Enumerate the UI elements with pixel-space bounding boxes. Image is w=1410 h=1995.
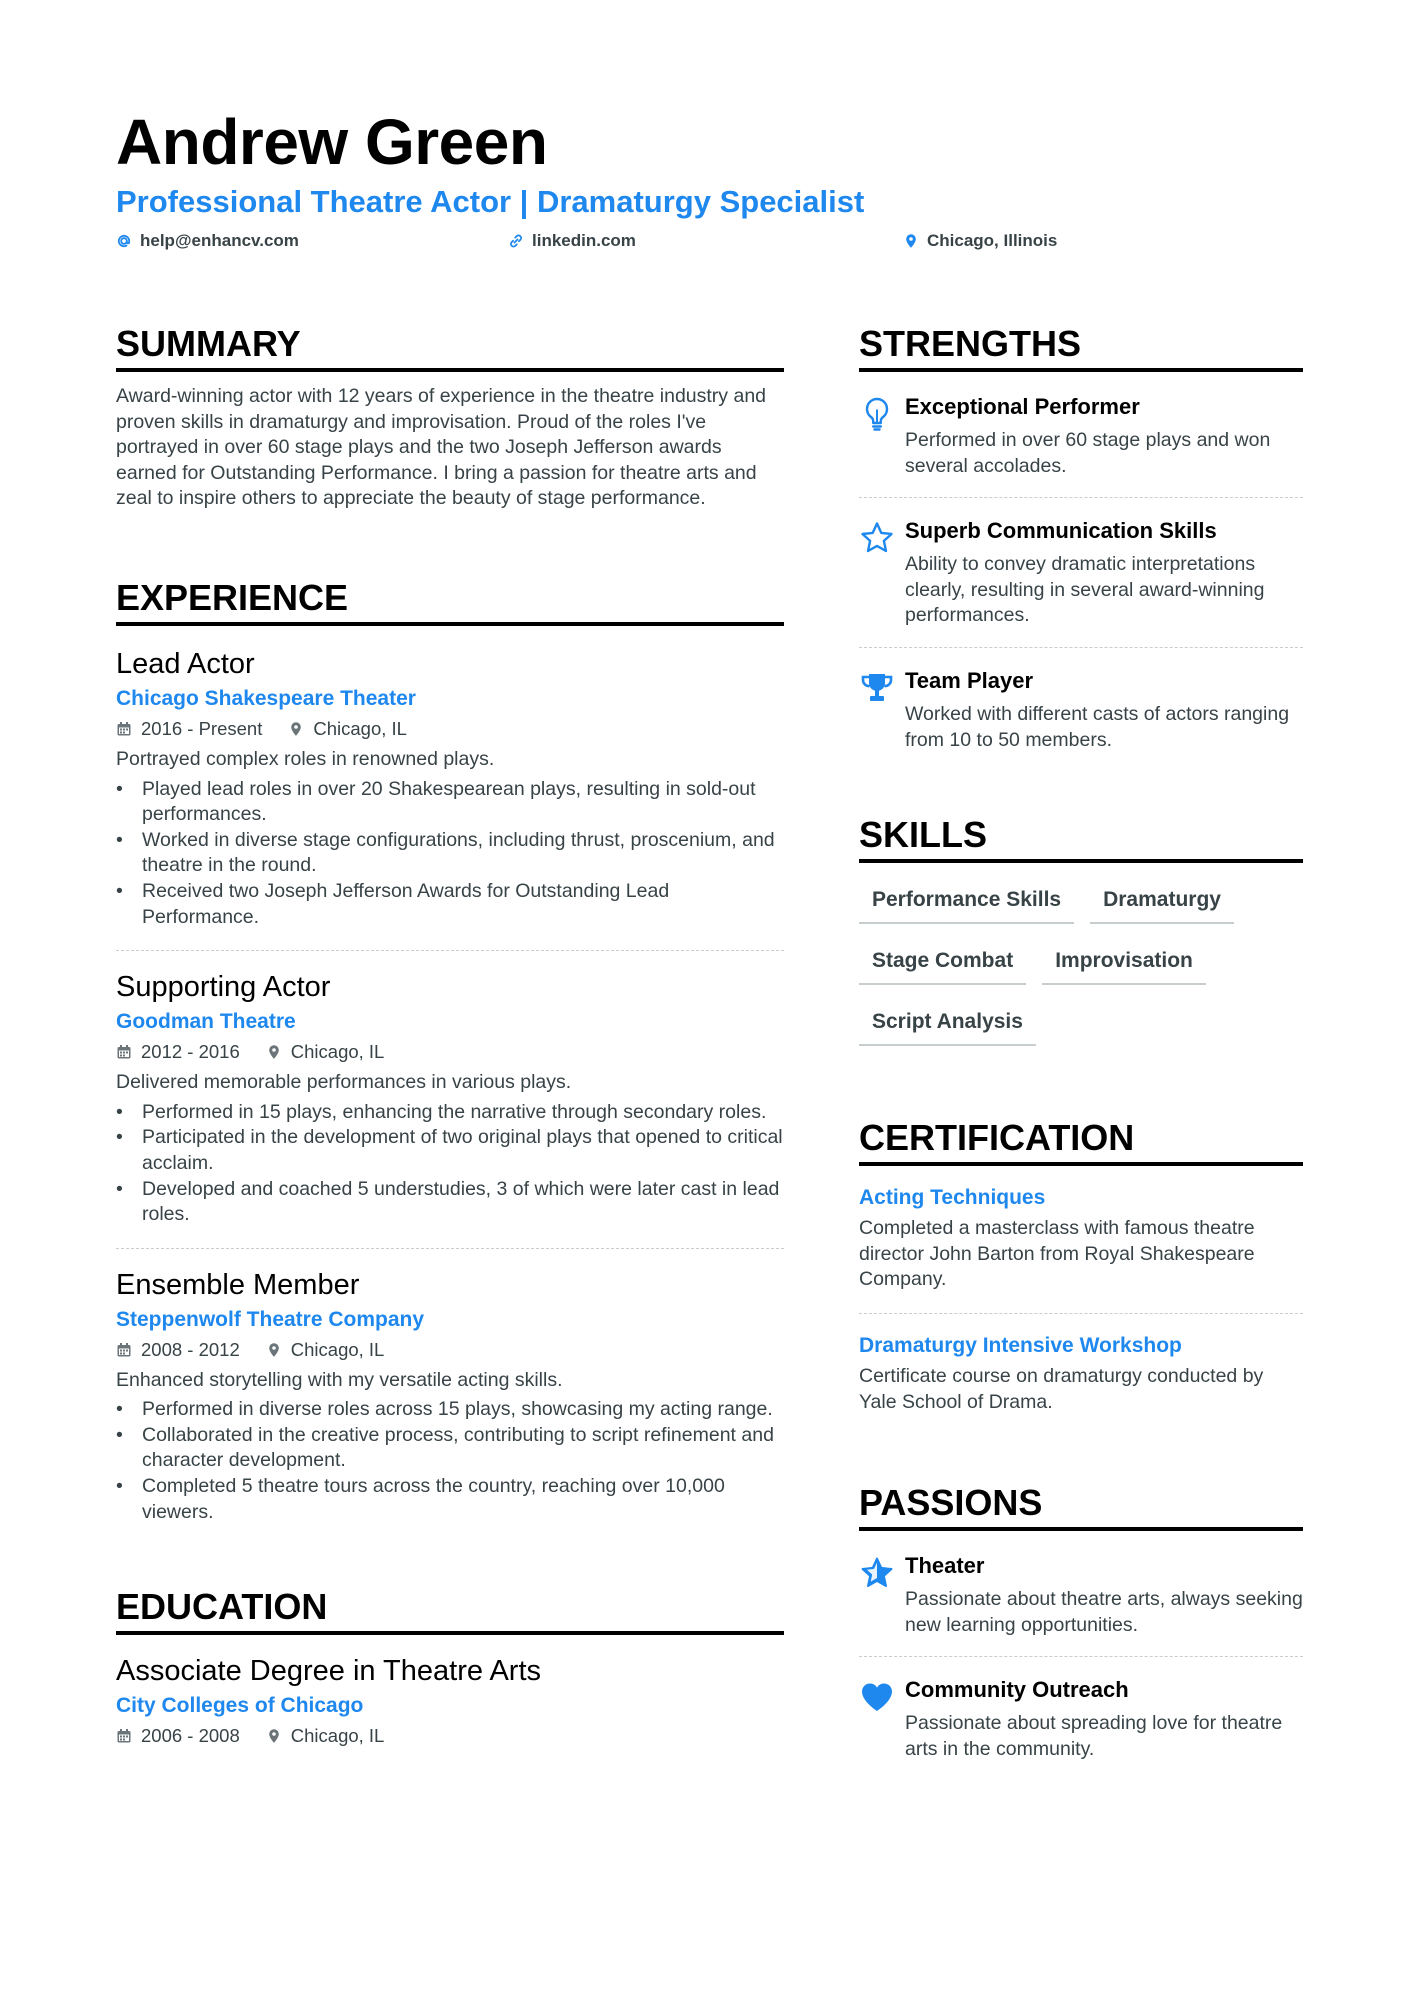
job-location [266,1040,385,1064]
job-meta [116,1040,784,1064]
map-pin-icon [266,1728,282,1744]
strength-title: Team Player [905,667,1034,693]
passions-heading: PASSIONS [859,1481,1303,1531]
strength-title: Superb Communication Skills [905,518,1217,544]
linkedin-text: linkedin.com [532,231,636,250]
bullet-item: • Participated in the development of two original plays that opened to critical acclaim. [116,1125,784,1176]
summary-heading: SUMMARY [116,322,784,372]
contact-location [903,230,1057,252]
bullet-item: • Received two Joseph Jefferson Awards for Outstanding Lead Performance. [116,879,784,930]
passion-title: Theater [905,1553,985,1579]
passion-text: Passionate about spreading love for theatre arts in the community. [905,1712,1283,1760]
summary-section [116,322,784,512]
company-name: Steppenwolf Theatre Company [116,1307,425,1331]
experience-heading: EXPERIENCE [116,576,784,626]
candidate-title: Professional Theatre Actor | Dramaturgy Specialist [116,184,865,219]
experience-item [116,951,784,1228]
at-icon [116,233,132,249]
education-section [116,1585,784,1748]
right-column [859,322,1303,1763]
dates-text: 2012 - 2016 [141,1041,240,1063]
strengths-section [859,322,1303,753]
location-text: Chicago, IL [290,1725,385,1747]
job-bullets [116,1100,784,1228]
star-filled-icon [859,1555,895,1591]
left-column [116,322,784,1748]
map-pin-icon [903,233,919,249]
bullet-item: • Completed 5 theatre tours across the country, reaching over 10,000 viewers. [116,1474,784,1525]
link-icon [508,233,524,249]
education-location [266,1724,385,1748]
job-dates [116,717,262,741]
school-name: City Colleges of Chicago [116,1694,364,1718]
certification-text: Certificate course on dramaturgy conducted by Yale School of Drama. [859,1364,1264,1413]
skill-tag: Stage Combat [859,940,1026,985]
passion-text: Passionate about theatre arts, always seeking new learning opportunities. [905,1588,1303,1636]
skills-section [859,813,1303,1062]
skill-tag: Improvisation [1042,940,1206,985]
location-text: Chicago, IL [290,1338,385,1360]
summary-text: Award-winning actor with 12 years of experience in the theatre industry and proven skills in dramaturgy and improvisation. Proud of the roles I've portrayed in over 60 stage plays and the two Joseph Jefferson awards earned for Outstanding Performance. I bring a passion for theatre arts and zeal to inspire others to appreciate the beauty of stage performance. [116,385,767,510]
job-description: Enhanced storytelling with my versatile acting skills. [116,1368,563,1391]
location-text: Chicago, IL [313,717,407,739]
map-pin-icon [266,1044,282,1060]
calendar-icon [116,721,132,737]
strength-item [859,648,1303,753]
calendar-icon [116,1728,132,1744]
skill-tag: Dramaturgy [1090,879,1234,924]
location-text: Chicago, IL [290,1041,385,1063]
job-bullets [116,777,784,931]
strengths-heading: STRENGTHS [859,322,1303,372]
experience-item [116,626,784,930]
job-dates [116,1040,240,1064]
job-dates [116,1338,240,1362]
job-bullets [116,1397,784,1525]
contact-email[interactable] [116,230,299,252]
dates-text: 2006 - 2008 [141,1725,240,1747]
passion-item [859,1657,1303,1762]
bullet-item: • Performed in diverse roles across 15 plays, showcasing my acting range. [116,1397,784,1423]
bullet-item: • Performed in 15 plays, enhancing the narrative through secondary roles. [116,1100,784,1126]
education-heading: EDUCATION [116,1585,784,1635]
calendar-icon [116,1044,132,1060]
calendar-icon [116,1342,132,1358]
certification-title: Dramaturgy Intensive Workshop [859,1333,1182,1357]
location-text: Chicago, Illinois [927,231,1058,250]
strength-title: Exceptional Performer [905,394,1140,419]
job-location [266,1338,385,1362]
job-location [288,717,407,741]
candidate-name: Andrew Green [116,106,548,178]
map-pin-icon [288,721,304,737]
company-name: Chicago Shakespeare Theater [116,686,416,710]
bullet-item: • Played lead roles in over 20 Shakespearean plays, resulting in sold-out performances. [116,777,784,828]
degree-title: Associate Degree in Theatre Arts [116,1655,542,1688]
strength-item [859,498,1303,629]
passion-title: Community Outreach [905,1677,1129,1703]
job-role: Supporting Actor [116,971,331,1004]
skills-heading: SKILLS [859,813,1303,863]
bullet-item: • Worked in diverse stage configurations, including thrust, proscenium, and theatre in the round. [116,828,784,879]
strength-text: Performed in over 60 stage plays and won several accolades. [905,429,1271,477]
job-meta [116,1338,784,1362]
certification-heading: CERTIFICATION [859,1116,1303,1166]
education-item [116,1635,784,1748]
strength-item [859,372,1303,479]
skills-list [859,879,1303,1062]
job-role: Lead Actor [116,647,255,680]
contact-linkedin[interactable] [508,230,636,252]
experience-section [116,576,784,1525]
bullet-item: • Collaborated in the creative process, contributing to script refinement and character development. [116,1423,784,1474]
passions-section [859,1481,1303,1762]
certification-title: Acting Techniques [859,1186,1046,1210]
certification-text: Completed a masterclass with famous theatre director John Barton from Royal Shakespeare Company. [859,1217,1255,1291]
education-dates [116,1724,240,1748]
job-description: Delivered memorable performances in various plays. [116,1071,572,1094]
certification-item [859,1314,1303,1415]
certification-section [859,1116,1303,1415]
strength-text: Ability to convey dramatic interpretations clearly, resulting in several award-winning performances. [905,553,1265,627]
dates-text: 2008 - 2012 [141,1338,240,1360]
star-outline-icon [859,520,895,556]
job-description: Portrayed complex roles in renowned plays. [116,747,495,770]
education-meta [116,1724,784,1748]
passion-item [859,1531,1303,1638]
job-meta [116,717,784,741]
experience-item [116,1249,784,1526]
email-text: help@enhancv.com [140,231,299,250]
company-name: Goodman Theatre [116,1010,296,1034]
certification-item [859,1166,1303,1293]
job-role: Ensemble Member [116,1268,360,1301]
heart-icon [859,1679,895,1715]
dates-text: 2016 - Present [141,717,263,739]
strength-text: Worked with different casts of actors ranging from 10 to 50 members. [905,702,1290,751]
lightbulb-icon [859,396,895,432]
skill-tag: Script Analysis [859,1001,1036,1046]
trophy-icon [859,670,895,706]
map-pin-icon [266,1342,282,1358]
skill-tag: Performance Skills [859,879,1074,924]
bullet-item: • Developed and coached 5 understudies, 3 of which were later cast in lead roles. [116,1177,784,1228]
